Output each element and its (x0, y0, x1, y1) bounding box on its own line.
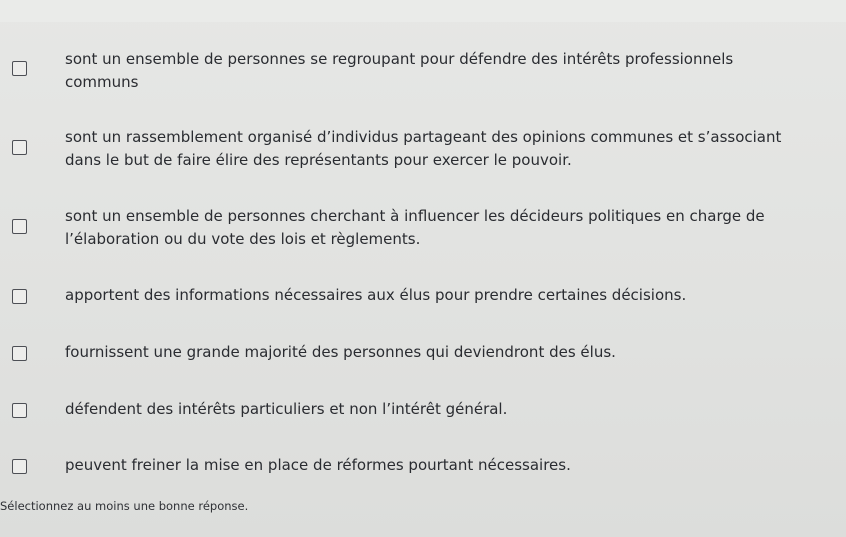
answer-label-5[interactable]: fournissent une grande majorité des personnes qui deviendront des élus. (65, 343, 616, 361)
answer-checkbox-2[interactable] (12, 140, 27, 155)
answer-label-3[interactable]: sont un ensemble de personnes cherchant à influencer les décideurs politiques en charge de l’élaboration ou du vote des lois et règlements. (65, 207, 765, 248)
top-band (0, 0, 846, 22)
answer-label-6[interactable]: défendent des intérêts particuliers et non l’intérêt général. (65, 400, 508, 418)
answer-checkbox-6[interactable] (12, 403, 27, 418)
answer-checkbox-7[interactable] (12, 459, 27, 474)
answer-checkbox-4[interactable] (12, 289, 27, 304)
answer-checkbox-5[interactable] (12, 346, 27, 361)
answer-checkbox-1[interactable] (12, 61, 27, 76)
answer-label-7[interactable]: peuvent freiner la mise en place de réformes pourtant nécessaires. (65, 456, 571, 474)
instruction-text: Sélectionnez au moins une bonne réponse. (0, 499, 249, 513)
answer-label-4[interactable]: apportent des informations nécessaires aux élus pour prendre certaines décisions. (65, 286, 687, 304)
answer-label-1[interactable]: sont un ensemble de personnes se regroupant pour défendre des intérêts professionnels communs (65, 50, 734, 91)
answer-label-2[interactable]: sont un rassemblement organisé d’individus partageant des opinions communes et s’associant dans le but de faire élire des représentants pour exercer le pouvoir. (65, 128, 782, 169)
answer-checkbox-3[interactable] (12, 219, 27, 234)
